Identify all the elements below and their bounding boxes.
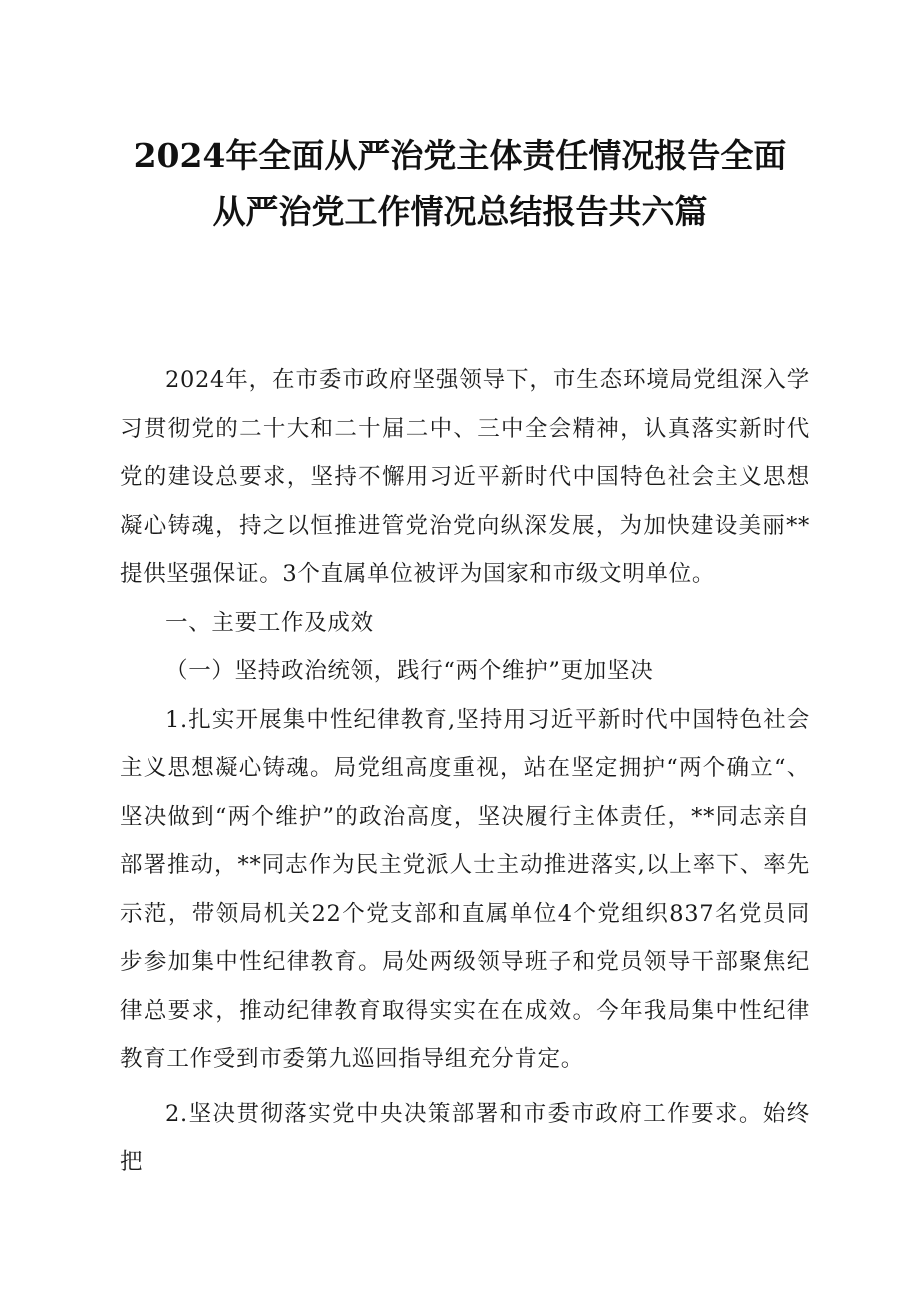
subsection-heading: （一）坚持政治统领，践行“两个维护”更加坚决 bbox=[165, 658, 654, 684]
title-line-1: 2024年全面从严治党主体责任情况报告全面 bbox=[133, 136, 787, 175]
intro-paragraph: 2024年，在市委市政府坚强领导下，市生态环境局党组深入学习贯彻党的二十大和二十届二中、三中全会精神，认真落实新时代党的建设总要求，坚持不懈用习近平新时代中国特色社会主义思想凝心铸魂，持之以恒推进管党治党向纵深发展，为加快建设美丽**提供坚强保证。3个直属单位被评为国家和市级文明单位。 bbox=[120, 367, 810, 587]
title-line-2: 从严治党工作情况总结报告共六篇 bbox=[212, 192, 708, 231]
document-body bbox=[120, 356, 810, 1187]
body-paragraph: 2.坚决贯彻落实党中央决策部署和市委市政府工作要求。始终把 bbox=[120, 1100, 810, 1175]
section-heading: 一、主要工作及成效 bbox=[165, 609, 374, 636]
document-title bbox=[100, 128, 820, 240]
body-paragraph: 1.扎实开展集中性纪律教育,坚持用习近平新时代中国特色社会主义思想凝心铸魂。局党组高度重视，站在坚定拥护“两个确立“、坚决做到“两个维护”的政治高度，坚决履行主体责任，**同志亲自部署推动，**同志作为民主党派人士主动推进落实,以上率下、率先示范，带领局机关22个党支部和直属单位4个党组织837名党员同步参加集中性纪律教育。局处两级领导班子和党员领导干部聚焦纪律总要求，推动纪律教育取得实实在在成效。今年我局集中性纪律教育工作受到市委第九巡回指导组充分肯定。 bbox=[120, 706, 810, 1072]
